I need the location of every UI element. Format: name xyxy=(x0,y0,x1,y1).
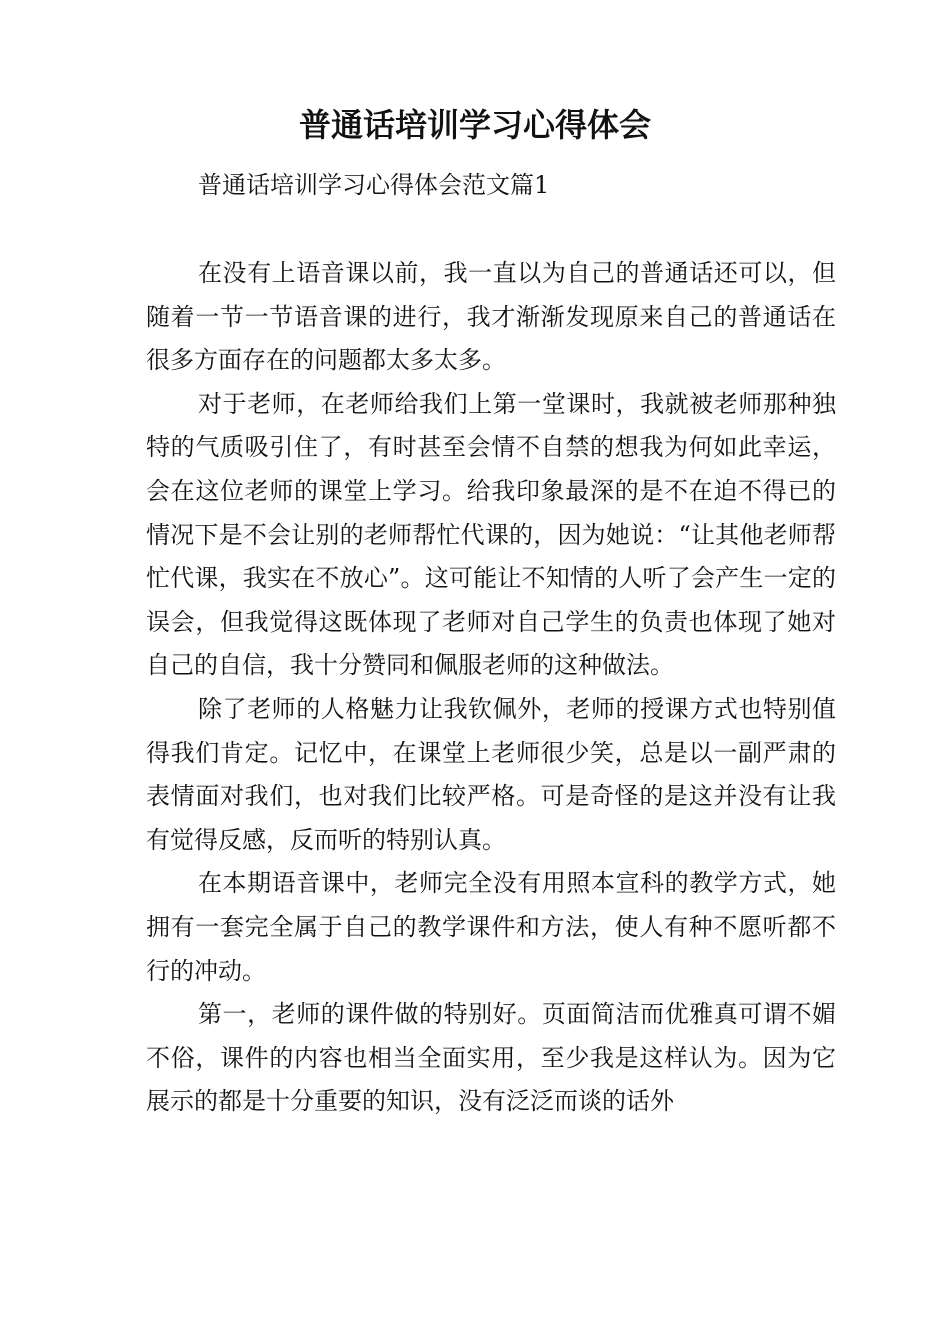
body-paragraph: 在本期语音课中，老师完全没有用照本宣科的教学方式，她拥有一套完全属于自己的教学课件和方法，使人有种不愿听都不行的冲动。 xyxy=(146,869,836,985)
document-subtitle: 普通话培训学习心得体会范文篇1 xyxy=(198,171,550,199)
body-paragraph: 除了老师的人格魅力让我钦佩外，老师的授课方式也特别值得我们肯定。记忆中，在课堂上老师很少笑，总是以一副严肃的表情面对我们，也对我们比较严格。可是奇怪的是这并没有让我有觉得反感，反而听的特别认真。 xyxy=(146,694,836,854)
document-body xyxy=(146,252,836,1124)
document-title: 普通话培训学习心得体会 xyxy=(298,106,651,144)
body-paragraph: 对于老师，在老师给我们上第一堂课时，我就被老师那种独特的气质吸引住了，有时甚至会情不自禁的想我为何如此幸运，会在这位老师的课堂上学习。给我印象最深的是不在迫不得已的情况下是不会让别的老师帮忙代课的，因为她说：“让其他老师帮忙代课，我实在不放心”。这可能让不知情的人听了会产生一定的误会，但我觉得这既体现了老师对自己学生的负责也体现了她对自己的自信，我十分赞同和佩服老师的这种做法。 xyxy=(146,389,836,680)
body-paragraph: 在没有上语音课以前，我一直以为自己的普通话还可以，但随着一节一节语音课的进行，我才渐渐发现原来自己的普通话在很多方面存在的问题都太多太多。 xyxy=(146,259,836,375)
body-paragraph: 第一，老师的课件做的特别好。页面简洁而优雅真可谓不媚不俗，课件的内容也相当全面实用，至少我是这样认为。因为它展示的都是十分重要的知识，没有泛泛而谈的话外 xyxy=(146,1000,836,1116)
